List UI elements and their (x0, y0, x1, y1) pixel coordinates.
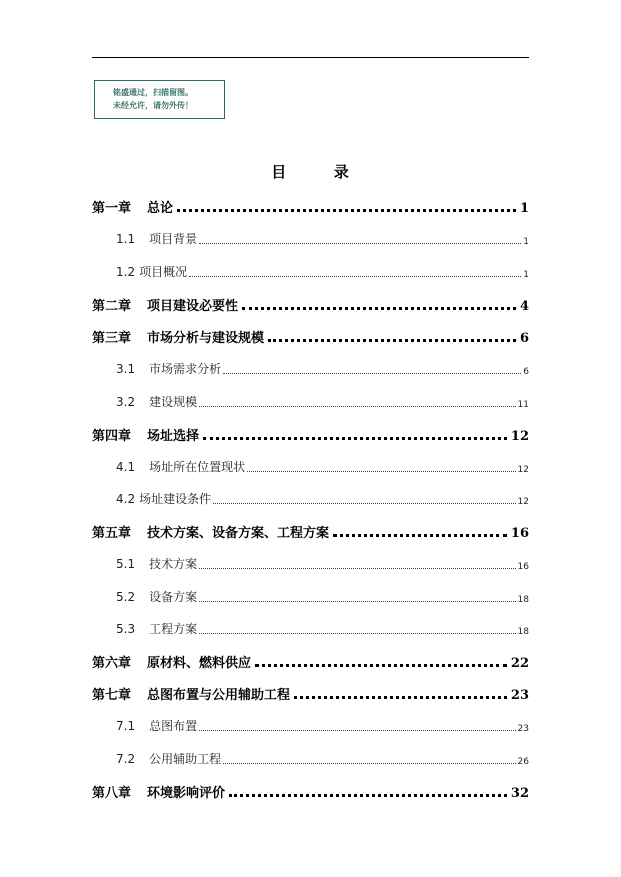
toc-chapter-entry[interactable] (92, 521, 529, 541)
toc-leader-dots (199, 730, 515, 731)
toc-section-entry[interactable] (92, 716, 529, 734)
toc-title-left: 目 (271, 163, 288, 181)
toc-chapter-title: 技术方案、设备方案、工程方案 (147, 526, 330, 541)
toc-page-number: 1 (523, 270, 529, 280)
toc-chapter-title: 总论 (147, 201, 174, 216)
toc-entry-label (92, 230, 197, 247)
toc-page-number: 23 (517, 724, 529, 734)
toc-page-number: 16 (510, 526, 529, 541)
toc-section-title: 建设规模 (149, 395, 198, 409)
toc-entry-label (92, 684, 290, 703)
toc-section-number: 1.2 (116, 265, 136, 279)
toc-chapter-title: 环境影响评价 (147, 786, 226, 801)
toc-leader-dots (199, 601, 515, 602)
toc-chapter-number: 第一章 (92, 201, 132, 216)
toc-page-number: 12 (517, 497, 529, 507)
toc-section-title: 场址所在位置现状 (149, 460, 246, 474)
toc-chapter-number: 第八章 (92, 786, 132, 801)
toc-chapter-entry[interactable] (92, 326, 529, 346)
toc-section-entry[interactable] (92, 749, 529, 767)
toc-section-number: 3.1 (116, 362, 136, 376)
toc-section-number: 5.2 (116, 590, 136, 604)
toc-entry-label (92, 620, 197, 637)
toc-page-number: 12 (510, 429, 529, 444)
toc-leader-dots (177, 209, 516, 212)
toc-entry-label (92, 522, 329, 541)
toc-section-number: 5.1 (116, 557, 136, 571)
toc-page-number: 11 (517, 400, 529, 410)
toc-chapter-title: 项目建设必要性 (147, 299, 239, 314)
toc-section-entry[interactable] (92, 359, 529, 377)
toc-page-number: 22 (510, 656, 529, 671)
toc-page-number: 1 (523, 237, 529, 247)
toc-section-entry[interactable] (92, 587, 529, 605)
toc-section-number: 7.1 (116, 719, 136, 733)
toc-chapter-number: 第六章 (92, 656, 132, 671)
watermark-stamp (94, 80, 225, 119)
toc-chapter-title: 场址选择 (147, 429, 200, 444)
toc-section-title: 项目概况 (139, 265, 188, 279)
toc-section-title: 项目背景 (149, 232, 198, 246)
toc-page-number: 12 (517, 465, 529, 475)
toc-leader-dots (223, 373, 521, 374)
toc-page-number: 6 (519, 331, 529, 346)
toc-leader-dots (213, 503, 515, 504)
toc-chapter-entry[interactable] (92, 196, 529, 216)
toc-section-number: 5.3 (116, 622, 136, 636)
toc-page-number: 18 (517, 627, 529, 637)
toc-title-right: 录 (333, 163, 350, 181)
toc-entry-label (92, 425, 199, 444)
toc-chapter-number: 第五章 (92, 526, 132, 541)
toc-title (0, 161, 621, 182)
toc-leader-dots (203, 437, 507, 440)
toc-section-number: 7.2 (116, 752, 136, 766)
toc-section-number: 4.1 (116, 460, 136, 474)
toc-page-number: 23 (510, 688, 529, 703)
toc-leader-dots (268, 339, 516, 342)
toc-page-number: 16 (517, 562, 529, 572)
toc-section-title: 市场需求分析 (149, 362, 222, 376)
toc-section-entry[interactable] (92, 619, 529, 637)
toc-entry-label (92, 263, 187, 280)
toc-entry-label (92, 750, 221, 767)
toc-chapter-entry[interactable] (92, 683, 529, 703)
stamp-line-1: 铭盛通过，扫描留图。 (113, 88, 193, 97)
toc-chapter-title: 总图布置与公用辅助工程 (147, 688, 291, 703)
toc-section-number: 3.2 (116, 395, 136, 409)
toc-section-entry[interactable] (92, 554, 529, 572)
stamp-line-2: 未经允许，请勿外传！ (113, 101, 193, 110)
toc-section-number: 1.1 (116, 232, 136, 246)
toc-chapter-entry[interactable] (92, 294, 529, 314)
toc-chapter-number: 第二章 (92, 299, 132, 314)
toc-leader-dots (255, 664, 507, 667)
toc-section-entry[interactable] (92, 457, 529, 475)
toc-section-title: 工程方案 (149, 622, 198, 636)
toc-section-entry[interactable] (92, 489, 529, 507)
toc-section-entry[interactable] (92, 392, 529, 410)
toc-leader-dots (229, 794, 507, 797)
toc-section-title: 总图布置 (149, 719, 198, 733)
toc-leader-dots (199, 243, 521, 244)
toc-leader-dots (199, 633, 515, 634)
toc-page-number: 18 (517, 595, 529, 605)
toc-leader-dots (247, 471, 515, 472)
toc-entry-label (92, 327, 264, 346)
toc-entry-label (92, 717, 197, 734)
toc-page-number: 1 (519, 201, 529, 216)
toc-leader-dots (242, 307, 516, 310)
toc-page-number: 26 (517, 757, 529, 767)
toc-entry-label (92, 197, 173, 216)
toc-leader-dots (223, 763, 515, 764)
toc-leader-dots (333, 534, 507, 537)
toc-section-title: 技术方案 (149, 557, 198, 571)
toc-entry-label (92, 652, 251, 671)
toc-entry-label (92, 458, 245, 475)
toc-chapter-title: 市场分析与建设规模 (147, 331, 265, 346)
toc-entry-label (92, 393, 197, 410)
toc-leader-dots (199, 568, 515, 569)
toc-chapter-number: 第七章 (92, 688, 132, 703)
toc-leader-dots (199, 406, 515, 407)
toc-section-title: 场址建设条件 (139, 492, 212, 506)
toc-leader-dots (294, 696, 507, 699)
toc-section-title: 设备方案 (149, 590, 198, 604)
toc-entry-label (92, 782, 225, 801)
toc-entry-label (92, 490, 211, 507)
toc-chapter-entry[interactable] (92, 651, 529, 671)
toc-page-number: 6 (523, 367, 529, 377)
toc-section-number: 4.2 (116, 492, 136, 506)
toc-entry-label (92, 588, 197, 605)
toc-section-entry[interactable] (92, 262, 529, 280)
toc-section-entry[interactable] (92, 229, 529, 247)
toc-leader-dots (189, 276, 521, 277)
toc-entry-label (92, 295, 238, 314)
toc-page-number: 4 (519, 299, 529, 314)
toc-entry-label (92, 360, 221, 377)
toc-chapter-title: 原材料、燃料供应 (147, 656, 252, 671)
header-rule (92, 57, 529, 58)
toc-chapter-number: 第四章 (92, 429, 132, 444)
toc-chapter-entry[interactable] (92, 424, 529, 444)
toc-section-title: 公用辅助工程 (149, 752, 222, 766)
toc-entry-label (92, 555, 197, 572)
toc-page-number: 32 (510, 786, 529, 801)
toc-chapter-number: 第三章 (92, 331, 132, 346)
toc-chapter-entry[interactable] (92, 781, 529, 801)
